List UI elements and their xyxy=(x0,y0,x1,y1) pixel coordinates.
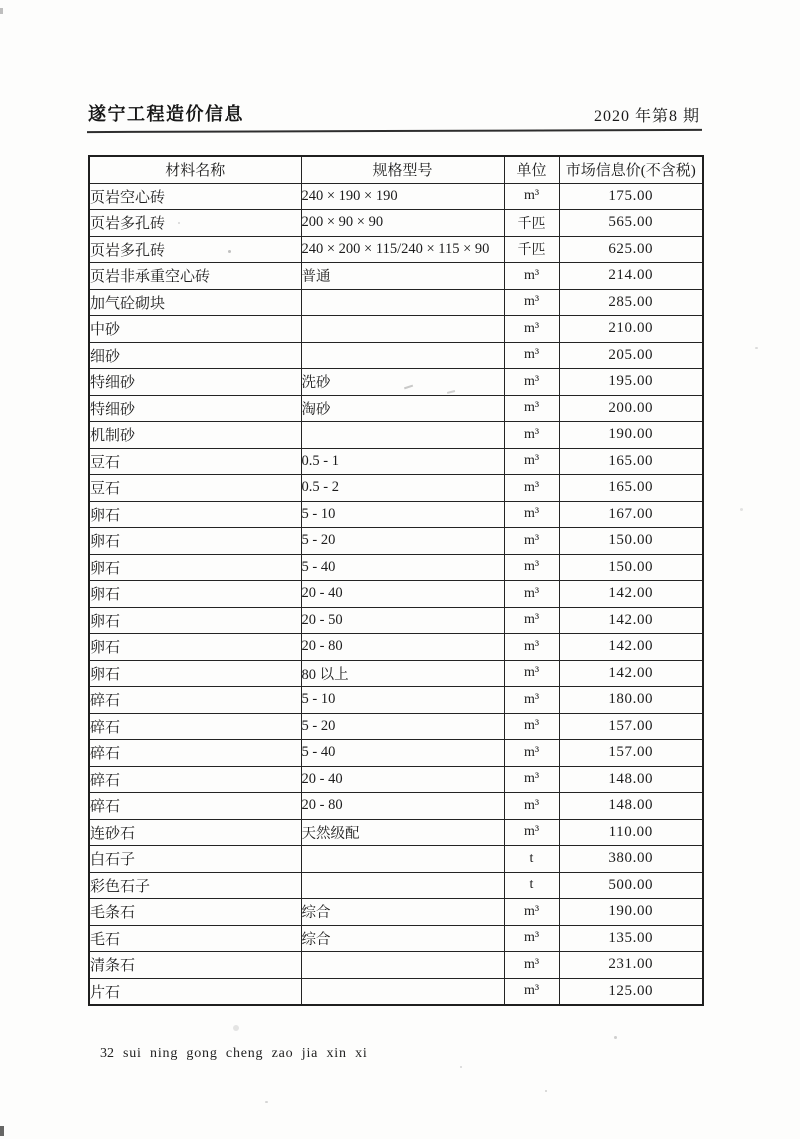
spec-cell: 5 - 10 xyxy=(301,687,504,714)
price-cell: 142.00 xyxy=(559,634,703,661)
unit-cell: m³ xyxy=(504,607,559,634)
table-row xyxy=(89,766,703,793)
spec-cell: 80 以上 xyxy=(301,660,504,687)
material-name-cell: 清条石 xyxy=(89,952,301,979)
spec-cell: 20 - 80 xyxy=(301,634,504,661)
table-row xyxy=(89,422,703,449)
spec-cell xyxy=(301,952,504,979)
spec-cell: 5 - 40 xyxy=(301,740,504,767)
material-price-table xyxy=(88,155,704,1006)
price-cell: 180.00 xyxy=(559,687,703,714)
table-row xyxy=(89,475,703,502)
table-row xyxy=(89,210,703,237)
table-row xyxy=(89,342,703,369)
unit-cell: m³ xyxy=(504,501,559,528)
price-cell: 231.00 xyxy=(559,952,703,979)
price-cell: 135.00 xyxy=(559,925,703,952)
unit-cell: m³ xyxy=(504,899,559,926)
page-number: 32 xyxy=(100,1046,114,1061)
material-name-cell: 碎石 xyxy=(89,713,301,740)
material-name-cell: 特细砂 xyxy=(89,395,301,422)
material-name-cell: 卵石 xyxy=(89,581,301,608)
spec-cell: 20 - 50 xyxy=(301,607,504,634)
unit-cell: m³ xyxy=(504,660,559,687)
spec-cell xyxy=(301,289,504,316)
material-name-cell: 加气砼砌块 xyxy=(89,289,301,316)
unit-cell: 千匹 xyxy=(504,210,559,237)
unit-cell: 千匹 xyxy=(504,236,559,263)
spec-cell: 240 × 190 × 190 xyxy=(301,183,504,210)
spec-cell: 5 - 10 xyxy=(301,501,504,528)
unit-cell: m³ xyxy=(504,554,559,581)
unit-cell: m³ xyxy=(504,793,559,820)
unit-cell: m³ xyxy=(504,528,559,555)
price-cell: 148.00 xyxy=(559,793,703,820)
material-name-cell: 卵石 xyxy=(89,607,301,634)
spec-cell xyxy=(301,978,504,1005)
price-cell: 165.00 xyxy=(559,448,703,475)
price-cell: 500.00 xyxy=(559,872,703,899)
unit-cell: m³ xyxy=(504,740,559,767)
spec-cell xyxy=(301,846,504,873)
unit-cell: m³ xyxy=(504,713,559,740)
unit-cell: m³ xyxy=(504,978,559,1005)
price-cell: 157.00 xyxy=(559,713,703,740)
material-name-cell: 卵石 xyxy=(89,528,301,555)
table-row xyxy=(89,872,703,899)
price-cell: 110.00 xyxy=(559,819,703,846)
material-name-cell: 碎石 xyxy=(89,793,301,820)
table-row xyxy=(89,501,703,528)
material-name-cell: 机制砂 xyxy=(89,422,301,449)
scan-artifact xyxy=(460,1066,462,1068)
spec-cell: 洗砂 xyxy=(301,369,504,396)
material-name-cell: 碎石 xyxy=(89,740,301,767)
material-name-cell: 豆石 xyxy=(89,475,301,502)
table-row xyxy=(89,660,703,687)
table-row xyxy=(89,448,703,475)
material-name-cell: 卵石 xyxy=(89,501,301,528)
spec-cell: 20 - 40 xyxy=(301,581,504,608)
material-name-cell: 卵石 xyxy=(89,554,301,581)
table-row xyxy=(89,395,703,422)
spec-cell: 240 × 200 × 115/240 × 115 × 90 xyxy=(301,236,504,263)
spec-cell: 20 - 40 xyxy=(301,766,504,793)
table-row xyxy=(89,316,703,343)
spec-cell xyxy=(301,872,504,899)
material-name-cell: 连砂石 xyxy=(89,819,301,846)
material-name-cell: 碎石 xyxy=(89,687,301,714)
unit-cell: m³ xyxy=(504,925,559,952)
material-name-cell: 页岩空心砖 xyxy=(89,183,301,210)
price-cell: 167.00 xyxy=(559,501,703,528)
col-header-unit: 单位 xyxy=(504,156,559,183)
material-name-cell: 卵石 xyxy=(89,634,301,661)
unit-cell: m³ xyxy=(504,263,559,290)
unit-cell: m³ xyxy=(504,316,559,343)
material-name-cell: 豆石 xyxy=(89,448,301,475)
unit-cell: m³ xyxy=(504,422,559,449)
price-cell: 190.00 xyxy=(559,899,703,926)
table-row xyxy=(89,899,703,926)
spec-cell: 淘砂 xyxy=(301,395,504,422)
spec-cell: 5 - 40 xyxy=(301,554,504,581)
material-name-cell: 碎石 xyxy=(89,766,301,793)
spec-cell: 综合 xyxy=(301,925,504,952)
issue-label: 2020 年第8 期 xyxy=(593,108,700,125)
col-header-material-name: 材料名称 xyxy=(89,156,301,183)
unit-cell: t xyxy=(504,872,559,899)
price-cell: 285.00 xyxy=(559,289,703,316)
page-title: 遂宁工程造价信息 xyxy=(88,104,244,124)
unit-cell: t xyxy=(504,846,559,873)
unit-cell: m³ xyxy=(504,342,559,369)
price-cell: 148.00 xyxy=(559,766,703,793)
unit-cell: m³ xyxy=(504,581,559,608)
price-cell: 210.00 xyxy=(559,316,703,343)
price-cell: 190.00 xyxy=(559,422,703,449)
price-cell: 142.00 xyxy=(559,607,703,634)
spec-cell: 普通 xyxy=(301,263,504,290)
spec-cell: 5 - 20 xyxy=(301,528,504,555)
price-cell: 195.00 xyxy=(559,369,703,396)
table-row xyxy=(89,713,703,740)
price-cell: 175.00 xyxy=(559,183,703,210)
scan-artifact xyxy=(545,1090,547,1092)
price-cell: 205.00 xyxy=(559,342,703,369)
unit-cell: m³ xyxy=(504,687,559,714)
table-row xyxy=(89,952,703,979)
scan-artifact xyxy=(755,347,758,349)
table-row xyxy=(89,528,703,555)
table-row xyxy=(89,289,703,316)
table-row xyxy=(89,846,703,873)
col-header-market-price: 市场信息价(不含税) xyxy=(559,156,703,183)
material-name-cell: 毛条石 xyxy=(89,899,301,926)
table-header-row xyxy=(89,156,703,183)
material-name-cell: 细砂 xyxy=(89,342,301,369)
spec-cell xyxy=(301,316,504,343)
unit-cell: m³ xyxy=(504,475,559,502)
price-cell: 214.00 xyxy=(559,263,703,290)
unit-cell: m³ xyxy=(504,766,559,793)
table-row xyxy=(89,634,703,661)
material-name-cell: 片石 xyxy=(89,978,301,1005)
scan-artifact xyxy=(740,508,743,511)
table-row xyxy=(89,263,703,290)
material-name-cell: 毛石 xyxy=(89,925,301,952)
price-cell: 125.00 xyxy=(559,978,703,1005)
table-row xyxy=(89,793,703,820)
table-row xyxy=(89,236,703,263)
table-row xyxy=(89,183,703,210)
price-cell: 165.00 xyxy=(559,475,703,502)
unit-cell: m³ xyxy=(504,289,559,316)
spec-cell: 200 × 90 × 90 xyxy=(301,210,504,237)
scan-artifact xyxy=(233,1025,239,1031)
spec-cell xyxy=(301,342,504,369)
price-cell: 380.00 xyxy=(559,846,703,873)
spec-cell: 5 - 20 xyxy=(301,713,504,740)
unit-cell: m³ xyxy=(504,634,559,661)
material-name-cell: 白石子 xyxy=(89,846,301,873)
unit-cell: m³ xyxy=(504,448,559,475)
material-name-cell: 页岩多孔砖 xyxy=(89,236,301,263)
spec-cell: 天然级配 xyxy=(301,819,504,846)
material-name-cell: 中砂 xyxy=(89,316,301,343)
spec-cell: 20 - 80 xyxy=(301,793,504,820)
scan-artifact xyxy=(0,1126,4,1136)
price-cell: 565.00 xyxy=(559,210,703,237)
table-row xyxy=(89,554,703,581)
price-cell: 142.00 xyxy=(559,660,703,687)
price-cell: 150.00 xyxy=(559,528,703,555)
price-cell: 142.00 xyxy=(559,581,703,608)
unit-cell: m³ xyxy=(504,395,559,422)
footer-pinyin-text: sui ning gong cheng zao jia xin xi xyxy=(123,1046,368,1061)
table-row xyxy=(89,925,703,952)
table-row xyxy=(89,607,703,634)
price-cell: 157.00 xyxy=(559,740,703,767)
material-name-cell: 页岩非承重空心砖 xyxy=(89,263,301,290)
unit-cell: m³ xyxy=(504,183,559,210)
col-header-spec-model: 规格型号 xyxy=(301,156,504,183)
scan-artifact xyxy=(614,1036,617,1039)
material-name-cell: 卵石 xyxy=(89,660,301,687)
table-row xyxy=(89,369,703,396)
header-rule xyxy=(87,129,702,133)
spec-cell xyxy=(301,422,504,449)
price-cell: 150.00 xyxy=(559,554,703,581)
material-name-cell: 特细砂 xyxy=(89,369,301,396)
table-row xyxy=(89,978,703,1005)
material-name-cell: 页岩多孔砖 xyxy=(89,210,301,237)
unit-cell: m³ xyxy=(504,952,559,979)
table-row xyxy=(89,740,703,767)
scan-artifact xyxy=(0,8,3,14)
spec-cell: 0.5 - 2 xyxy=(301,475,504,502)
unit-cell: m³ xyxy=(504,369,559,396)
price-cell: 625.00 xyxy=(559,236,703,263)
spec-cell: 综合 xyxy=(301,899,504,926)
scan-artifact xyxy=(265,1101,268,1103)
material-name-cell: 彩色石子 xyxy=(89,872,301,899)
page-footer xyxy=(100,1046,368,1062)
table-row xyxy=(89,819,703,846)
price-cell: 200.00 xyxy=(559,395,703,422)
table-row xyxy=(89,581,703,608)
unit-cell: m³ xyxy=(504,819,559,846)
spec-cell: 0.5 - 1 xyxy=(301,448,504,475)
table-row xyxy=(89,687,703,714)
